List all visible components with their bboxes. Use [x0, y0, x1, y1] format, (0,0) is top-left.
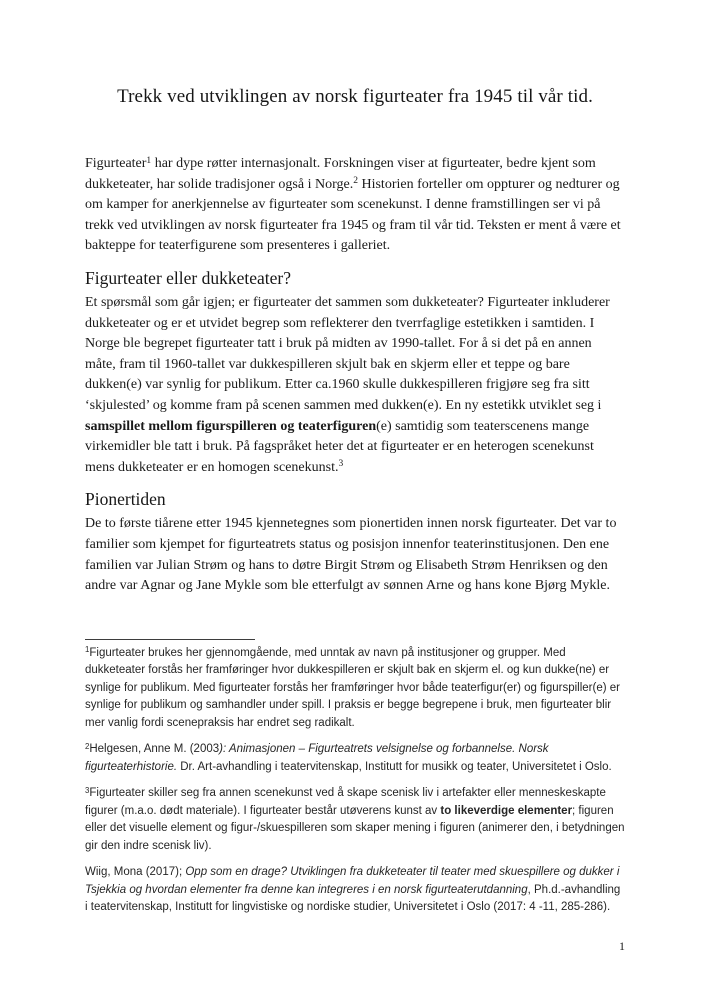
section-heading-pionertiden: Pionertiden — [85, 489, 166, 510]
intro-paragraph: Figurteater$^1$ har dype røtter internasjonalt. Forskningen viser at figurteater, bedre kjent som dukketeater, har solide tradisjoner også i Norge.$^2$ Historien forteller om oppturer og nedturer og om kamper for anerkjennelse av figurteater som scenekunst. I denne framstillingen ser vi på trekk ved utviklingen av norsk figurteater fra 1945 og fram til vår tid. Teksten er ment å være et bakteppe for teaterfigurene som presenteres i galleriet. — [85, 155, 621, 254]
page-number: 1 — [619, 939, 625, 953]
footnote-separator — [85, 639, 255, 640]
footnote-3: $^3$Figurteater skiller seg fra annen scenekunst ved å skape scenisk liv i artefakter eller menneskeskapte figurer (m.a.o. dødt materiale). I figurteater består utøverens kunst av to likeverdige elementer; figuren eller det visuelle element og figur-/skuespilleren som skaper mening i figuren (animerer den, i betydningen gir den indre scenisk liv). — [85, 785, 625, 852]
footnote-2: $^2$Helgesen, Anne M. (2003): Animasjonen – Figurteatrets velsignelse og forbannelse. Norsk figurteaterhistorie. Dr. Art-avhandling i teatervitenskap, Institutt for musikk og teater, Universitetet i Oslo. — [85, 741, 612, 773]
document-content — [85, 0, 625, 926]
section-paragraph-figurteater-eller-dukketeater: Et spørsmål som går igjen; er figurteater det sammen som dukketeater? Figurteater inkluderer dukketeater og er et utvidet begrep som reflekterer den tverrfaglige estetikken i samtiden. I Norge ble begrepet figurteater tatt i bruk på midten av 1990-tallet. For å si det på en annen måte, fram til 1960-tallet var dukkespilleren skjult bak en skjerm eller et teppe og bare dukken(e) var synlig for publikum. Etter ca.1960 skulle dukkespilleren frigjøre seg fra sitt ‘skjulested’ og komme fram på scenen sammen med dukken(e). En ny estetikk utviklet seg i samspillet mellom figurspilleren og teaterfiguren(e) samtidig som teaterscenens mange virkemidler ble tatt i bruk. På fagspråket heter det at figurteater er en heterogen scenekunst mens dukketeater er en homogen scenekunst.$^3$ — [85, 294, 610, 475]
section-heading-figurteater-eller-dukketeater: Figurteater eller dukketeater? — [85, 267, 292, 288]
page-title: Trekk ved utviklingen av norsk figurteater fra 1945 til vår tid. — [117, 86, 593, 107]
section-paragraph-pionertiden: De to første tiårene etter 1945 kjennetegnes som pionertiden innen norsk figurteater. Det var to familier som kjempet for figurteatrets status og posisjon innenfor teaterinstitusjonen. Den ene familien var Julian Strøm og hans to døtre Birgit Strøm og Elisabeth Strøm Henriksen og den andre var Agnar og Jane Mykle som ble etterfulgt av sønnen Arne og hans kone Bjørg Mykle. — [85, 516, 617, 594]
footnote-1: $^1$Figurteater brukes her gjennomgående, med unntak av navn på institusjoner og grupper. Med dukketeater forstås her framføringer hvor dukkespilleren er skjult bak en skjerm el. og kun dukke(ne) er synlige for publikum. Med figurteater forstås her framføringer hvor både teaterfigur(er) og figurspiller(e) er synlige for publikum og samhandler under spill. I praksis er begge begrepene i bruk, men figurteater blir mer vanlig fordi scenepraksis har endret seg radikalt. — [85, 645, 620, 729]
footnote-4: Wiig, Mona (2017); Opp som en drage? Utviklingen fra dukketeater til teater med skuespillere og dukker i Tsjekkia og hvordan elementer fra denne kan integreres i en norsk figurteaterutdanning, Ph.d.-avhandling i teatervitenskap, Institutt for lingvistiske og nordiske studier, Universitetet i Oslo (2017: 4 -11, 285-286). — [85, 866, 621, 914]
footnotes-area — [85, 645, 625, 917]
